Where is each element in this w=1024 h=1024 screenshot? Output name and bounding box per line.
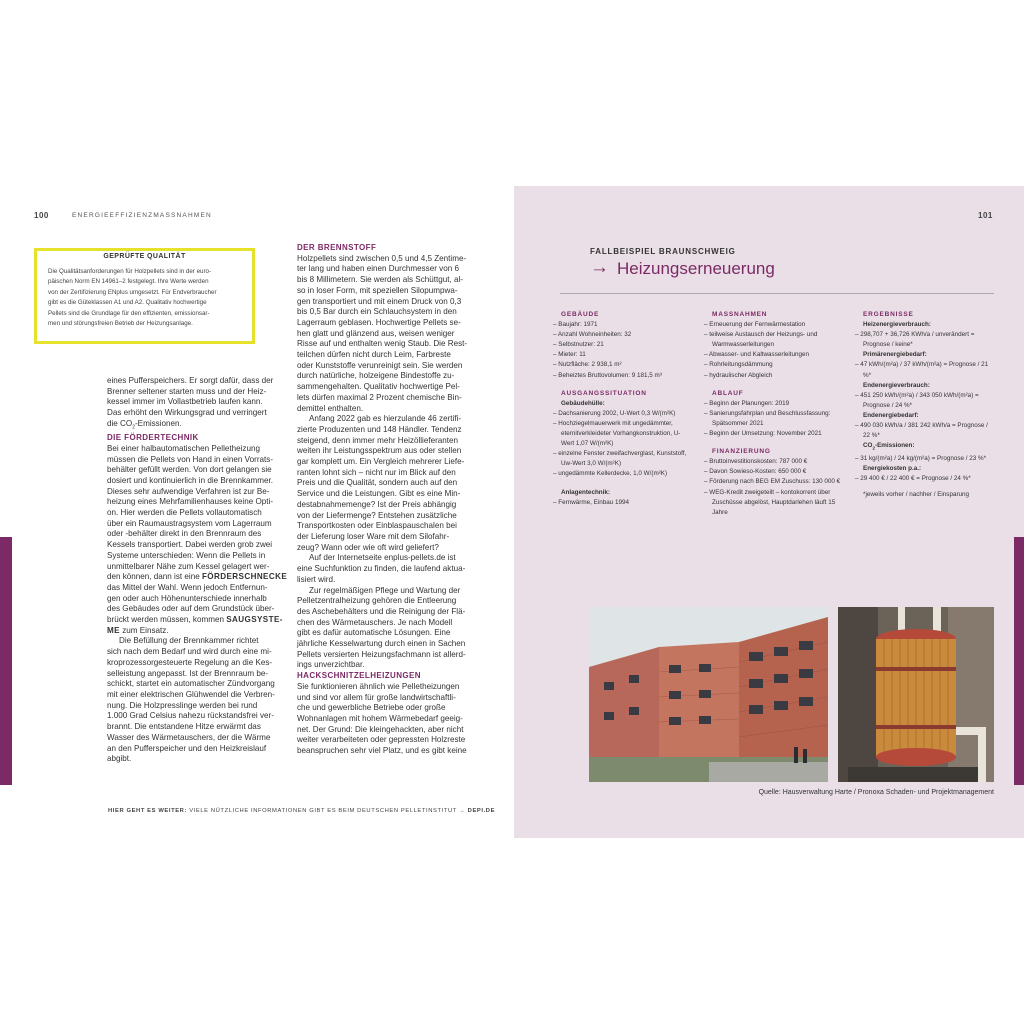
list-item: – Dachsanierung 2002, U-Wert 0,3 W/(m²K): [553, 409, 676, 417]
body-text: den können, dann ist eine: [107, 572, 202, 582]
body-line: lisiert wird.: [297, 574, 336, 584]
subheading-endenergiebedarf: Endenergiebedarf:: [863, 411, 919, 419]
body-line: sich nach dem Bedarf und wird durch eine mi-: [107, 647, 272, 657]
body-text: zum Einsatz.: [119, 625, 169, 635]
body-line: selleistung angepasst. Ist der Brennraum be-: [107, 668, 269, 678]
keyword-saugsysteme: SAUGSYSTE-: [226, 615, 283, 625]
body-line: abgibt.: [107, 754, 132, 764]
list-item: – teilweise Austausch der Heizungs- und Warmwasserleitungen: [704, 331, 818, 349]
body-line: Wasser des Wärmetauschers, der die Wärme: [107, 732, 271, 742]
footer-link[interactable]: DEPI.DE: [467, 808, 496, 814]
body-line: Anfang 2022 gab es hierzulande 46 zertifi-: [309, 414, 462, 424]
body-line: Auf der Internetseite enplus-pellets.de ist: [309, 553, 456, 563]
page-title: Heizungserneuerung: [617, 259, 775, 278]
info-line: Die Qualitätsanforderungen für Holzpellets sind in der euro-: [48, 268, 212, 275]
body-line: Service und die Leistungen. Gibt es eine Min-: [297, 489, 461, 499]
subheading-anlagentechnik: Anlagentechnik:: [561, 488, 610, 496]
subheading-heizenergie: Heizenergieverbrauch:: [863, 321, 931, 329]
info-box-title: GEPRÜFTE QUALITÄT: [97, 253, 191, 260]
body-line: so in loser Form, mit speziellen Silopumpwa-: [297, 285, 458, 295]
body-line: gen transportiert und mit einem Druck von 0,3: [297, 296, 462, 306]
body-line: über ein Raumaustragsystem vom Lagerraum: [107, 518, 272, 528]
co2-label: CO: [863, 442, 873, 450]
text-column-2: [297, 243, 482, 757]
body-line: Dieses sehr aufwendige Verfahren ist zur Be-: [107, 486, 270, 496]
subheading-energiekosten: Energiekosten p.a.:: [863, 464, 922, 472]
co2-text-post: -Emissionen.: [134, 418, 182, 428]
body-line: Das erhöht den Wirkungsgrad und verringert: [107, 408, 267, 418]
body-line: Bei einer halbautomatischen Pelletheizung: [107, 443, 260, 453]
heading-finanzierung: FINANZIERUNG: [712, 448, 771, 456]
list-item: – Erneuerung der Fernwärmestation: [704, 321, 806, 329]
column-massnahmen: [704, 310, 844, 518]
column-gebaeude: [553, 310, 693, 508]
body-line: sammengehalten. Qualitativ hochwertige Pel-: [297, 382, 460, 392]
body-line: kessel immer im Vollastbetrieb laufen kann.: [107, 397, 263, 407]
body-line: weiten ihr Leistungsspektrum aus oder stellen: [297, 446, 462, 456]
body-line: brannt. Die entstandene Hitze erwärmt das: [107, 722, 261, 732]
arrow-right-icon: →: [459, 808, 466, 814]
body-line: bis 8 Millimetern. Sie werden als Schüttgut, al-: [297, 275, 463, 285]
body-line: müssen die Pellets von Hand in einen Vorrats-: [107, 454, 274, 464]
body-line: Holzpellets sind zwischen 0,5 und 4,5 Zentime-: [297, 253, 467, 263]
page-number-left: 100: [34, 211, 49, 220]
body-text: brückt werden müssen, kommen: [107, 615, 227, 625]
body-line: Kessels transportiert. Dabei werden grob zwei: [107, 540, 273, 550]
title-divider: [560, 293, 994, 294]
body-line: zeug? Wann oder wie oft wird geliefert?: [297, 542, 439, 552]
list-item: – Nutzfläche: 2 938,1 m²: [553, 361, 622, 369]
list-item: – 451 250 kWh/(m²a) / 343 050 kWh/(m²a) = Prognose / 24 %*: [855, 391, 979, 409]
info-line: gibt es die Güteklassen A1 und A2. Qualitativ hochwertige: [48, 299, 207, 307]
body-line: steigend, denn immer mehr Heizöllieferanten: [297, 435, 459, 445]
body-line: [107, 626, 292, 637]
heading-hackschnitzel: HACKSCHNITZELHEIZUNGEN: [297, 671, 421, 681]
body-line: [107, 419, 292, 433]
body-line: der Lieferung loser Ware mit dem Silofahr-: [297, 531, 450, 541]
body-line: des Gebäudes oder auf dem Grundstück über-: [107, 604, 275, 614]
keyword-saugsysteme-end: ME: [107, 625, 120, 635]
heading-ergebnisse: ERGEBNISSE: [863, 311, 914, 318]
heading-foerdertechnik: DIE FÖRDERTECHNIK: [107, 433, 199, 443]
left-edge-tab: [0, 537, 12, 785]
footer-text: VIELE NÜTZLICHE INFORMATIONEN GIBT ES BEIM DEUTSCHEN PELLETINSTITUT: [189, 808, 457, 814]
body-line: oder -behälter direkt in den Brennraum des: [107, 529, 262, 539]
body-line: behälter gefüllt werden. Von dort gelangen sie: [107, 465, 272, 475]
list-item: – Hochziegelmauerwerk mit ungedämmter, eternitverkleideter Vorhangkonstruktion, U-Wert 1,07 W/(m²K): [553, 419, 681, 448]
heading-ablauf: ABLAUF: [712, 389, 744, 397]
list-item: – 29 400 € / 22 400 € = Prognose / 24 %*: [855, 474, 971, 482]
body-line: lets dürfen maximal 2 Prozent chemische Bin-: [297, 392, 462, 402]
list-item: – 298,707 + 36,726 KWh/a / unverändert = Prognose / keine*: [855, 331, 975, 349]
list-item: – Abwasser- und Kaltwasserleitungen: [704, 351, 810, 359]
body-line: [107, 572, 292, 583]
right-edge-tab: [1014, 537, 1024, 785]
running-head: ENERGIEEFFIZIENZMASSNAHMEN: [72, 212, 212, 219]
co2-subscript: 2: [872, 445, 875, 451]
body-line: 1.000 Grad Celsius nahezu rückstandsfrei ver-: [107, 711, 274, 721]
subheading-co2: [855, 441, 995, 453]
body-line: von der Liefermenge? Entstehen zusätzliche: [297, 510, 457, 520]
co2-label-post: -Emissionen:: [874, 442, 915, 450]
body-line: Brenner seltener starten muss und der Heiz-: [107, 386, 267, 396]
building-illustration: [589, 607, 828, 782]
info-box-text: [48, 267, 244, 329]
body-line: Pelletzentralheizung gehören die Entleerung: [297, 596, 457, 606]
heating-tank-photo: [838, 607, 994, 782]
body-line: [107, 615, 292, 626]
info-line: men und störungsfreien Betrieb der Heizungsanlage.: [48, 320, 193, 328]
list-item: – Baujahr: 1971: [553, 321, 598, 329]
body-line: gen oder auch Höhenunterschiede innerhalb: [107, 593, 267, 603]
body-line: Sie funktionieren ähnlich wie Pelletheizungen: [297, 681, 460, 691]
body-line: chen des Wärmetauschers. Je nach Modell: [297, 617, 453, 627]
body-line: teilchen dürfen nicht durch Leim, Farbreste: [297, 350, 451, 360]
body-line: nung. Die Holzpresslinge werden bei rund: [107, 700, 258, 710]
list-item: – Beheiztes Bruttovolumen: 9 181,5 m³: [553, 371, 662, 379]
body-line: on. Hier werden die Pellets vollautomatisch: [107, 508, 262, 518]
body-line: schickt, startet ein automatischer Zündvorgang: [107, 679, 275, 689]
co2-subscript: 2: [132, 424, 135, 431]
body-line: Zur regelmäßigen Pflege und Wartung der: [309, 585, 461, 595]
list-item: – Fernwärme, Einbau 1994: [553, 498, 629, 506]
body-line: heizung eines Mehrfamilienhauses keine Opti-: [107, 497, 274, 507]
body-line: mit einer elektrischen Glühwendel die Verbren-: [107, 690, 275, 699]
list-item: – Förderung nach BEG EM Zuschuss: 130 000 €: [704, 478, 841, 486]
info-box: [34, 248, 255, 344]
body-line: Die Befüllung der Brennkammer richtet: [119, 636, 259, 646]
photo-credit: Quelle: Hausverwaltung Harte / Pronoxa Schaden- und Projektmanagement: [758, 789, 994, 796]
keyword-foerderschnecke: FÖRDERSCHNECKE: [201, 572, 288, 582]
list-item: – Sanierungsfahrplan und Beschlussfassung: Spätsommer 2021: [704, 409, 831, 427]
results-footnote: *jeweils vorher / nachher / Einsparung: [863, 490, 970, 498]
list-item: – WEG-Kredit zweigeteilt – kontokorrent über Zuschüsse abgelöst, Hauptdarlehen läuft 15 Jahre: [704, 488, 836, 516]
body-line: Systeme unterschieden: Wenn die Pellets in: [107, 550, 266, 560]
column-ergebnisse: [855, 310, 995, 500]
text-column-1: [107, 376, 292, 765]
case-study-overline: FALLBEISPIEL BRAUNSCHWEIG: [590, 247, 736, 256]
body-line: eines Pufferspeichers. Er sorgt dafür, dass der: [107, 376, 274, 385]
heading-ausgangssituation: AUSGANGSSITUATION: [561, 389, 647, 397]
info-line: Pellets sind die Grundlage für den effizienten, emissionsar-: [48, 309, 210, 317]
body-line: hen glatt und glänzend aus, weisen weniger: [297, 328, 455, 338]
info-line: von der Zertifizierung ENplus umgesetzt. Für Endverbraucher: [48, 288, 217, 296]
body-line: ter lang und haben einen Durchmesser von 6: [297, 264, 459, 274]
body-line: des Aschebehälters und die Reinigung der Flä-: [297, 606, 466, 616]
title-arrow-icon: →: [590, 257, 609, 278]
co2-text: die CO: [107, 418, 133, 428]
heading-brennstoff: DER BRENNSTOFF: [297, 243, 377, 252]
body-line: durch natürliche, holzeigene Bindestoffe zu-: [297, 371, 455, 381]
body-line: net. Der Grund: Die kleingehackten, aber nicht: [297, 724, 464, 734]
body-line: unmittelbarer Nähe zum Kessel gelagert wer-: [107, 561, 270, 571]
body-line: und sind vor allem für große landwirtschaftli-: [297, 692, 456, 702]
body-line: weiter verarbeiteten oder gepressten Holzreste: [297, 735, 466, 745]
footer-label: HIER GEHT ES WEITER:: [108, 808, 187, 814]
body-line: beanspruchen sehr viel Platz, und es gibt keine: [297, 746, 467, 756]
body-line: kroprozessorgesteuerte Regelung an die Kes-: [107, 657, 273, 667]
list-item: – Bruttoinvestitionskosten: 787 000 €: [704, 458, 808, 466]
body-line: das Mittel der Wahl. Wenn jedoch Entfernun-: [107, 582, 268, 592]
subheading-primaerenergie: Primärenergiebedarf:: [863, 351, 927, 359]
body-line: Preis und die Qualität, sondern auch auf den: [297, 478, 458, 488]
list-item: – ungedämmte Kellerdecke, 1,0 W/(m²K): [553, 470, 668, 478]
body-line: zierte Produzenten und 148 Händler. Tendenz: [297, 424, 462, 434]
list-item: – Anzahl Wohneinheiten: 32: [553, 331, 632, 339]
body-line: destabnahmemenge? Ist der Preis abhängig: [297, 499, 457, 509]
list-item: – Rohrleitungsdämmung: [704, 361, 773, 369]
info-line: päischen Norm EN 14961–2 festgelegt. Ihre Werte werden: [48, 278, 209, 286]
subheading-endenergieverbrauch: Endenergieverbrauch:: [863, 381, 930, 389]
body-line: Wohnanlagen mit hohem Wärmebedarf geeig-: [297, 713, 463, 723]
body-line: eine Suchfunktion zu finden, die laufend aktua-: [297, 564, 466, 574]
footer-note: [108, 808, 495, 814]
body-line: Transportkosten oder Einblaspauschalen bei: [297, 521, 457, 531]
heading-massnahmen: MASSNAHMEN: [712, 311, 768, 318]
body-line: jährliche Kesselwartung durch einen in Sachen: [297, 639, 466, 649]
body-line: oder Kunststoffe verunreinigt sein. Sie werden: [297, 360, 463, 370]
body-line: che und gewerbliche Betriebe oder große: [297, 703, 446, 713]
list-item: – 490 030 kWh/a / 381 242 kWh/a = Prognose / 22 %*: [855, 422, 988, 440]
list-item: – 47 kWh/(m²a) / 37 kWh/(m²a) = Prognose / 21 %*: [855, 361, 989, 379]
list-item: – Mieter: 11: [553, 351, 586, 359]
body-line: Lagerraum geblasen. Hochwertige Pellets se-: [297, 317, 461, 327]
list-item: – 31 kg/(m²a) / 24 kg/(m²a) = Prognose / 23 %*: [855, 454, 987, 462]
list-item: – Beginn der Planungen: 2019: [704, 399, 790, 407]
subheading-gebaeudehuelle: Gebäudehülle:: [561, 399, 605, 407]
body-line: bis 0,5 Bar durch ein Schlauchsystem in den: [297, 307, 457, 317]
body-line: demittel enthalten.: [297, 403, 364, 413]
body-line: ings unverzichtbar.: [297, 660, 365, 670]
list-item: – hydraulischer Abgleich: [704, 371, 773, 379]
list-item: – Beginn der Umsetzung: November 2021: [704, 430, 822, 438]
list-item: – einzelne Fenster zweifachverglast, Kunststoff, Uw-Wert 3,0 W/(m²K): [553, 450, 687, 468]
list-item: – Selbstnutzer: 21: [553, 341, 604, 349]
body-line: ranten lohnt sich – nicht nur im Blick auf den: [297, 467, 456, 477]
body-line: dosiert und kontinuierlich in die Brennkammer.: [107, 475, 274, 485]
building-photo: [589, 607, 828, 782]
body-line: gar komplett um. Ein Vergleich mehrerer Liefe-: [297, 457, 465, 467]
tank-illustration: [838, 607, 994, 782]
body-line: Risse auf und enthalten wenig Staub. Die Rest-: [297, 339, 468, 349]
page-number-right: 101: [978, 211, 993, 220]
list-item: – Davon Sowieso-Kosten: 650 000 €: [704, 468, 807, 476]
body-line: Pellets versierten Heizungsfachmann ist allerd-: [297, 649, 466, 659]
body-line: an den Pufferspeicher und den Heizkreislauf: [107, 743, 267, 753]
heading-gebaeude: GEBÄUDE: [561, 311, 600, 318]
body-line: gibt es dafür automatische Lösungen. Eine: [297, 628, 451, 638]
